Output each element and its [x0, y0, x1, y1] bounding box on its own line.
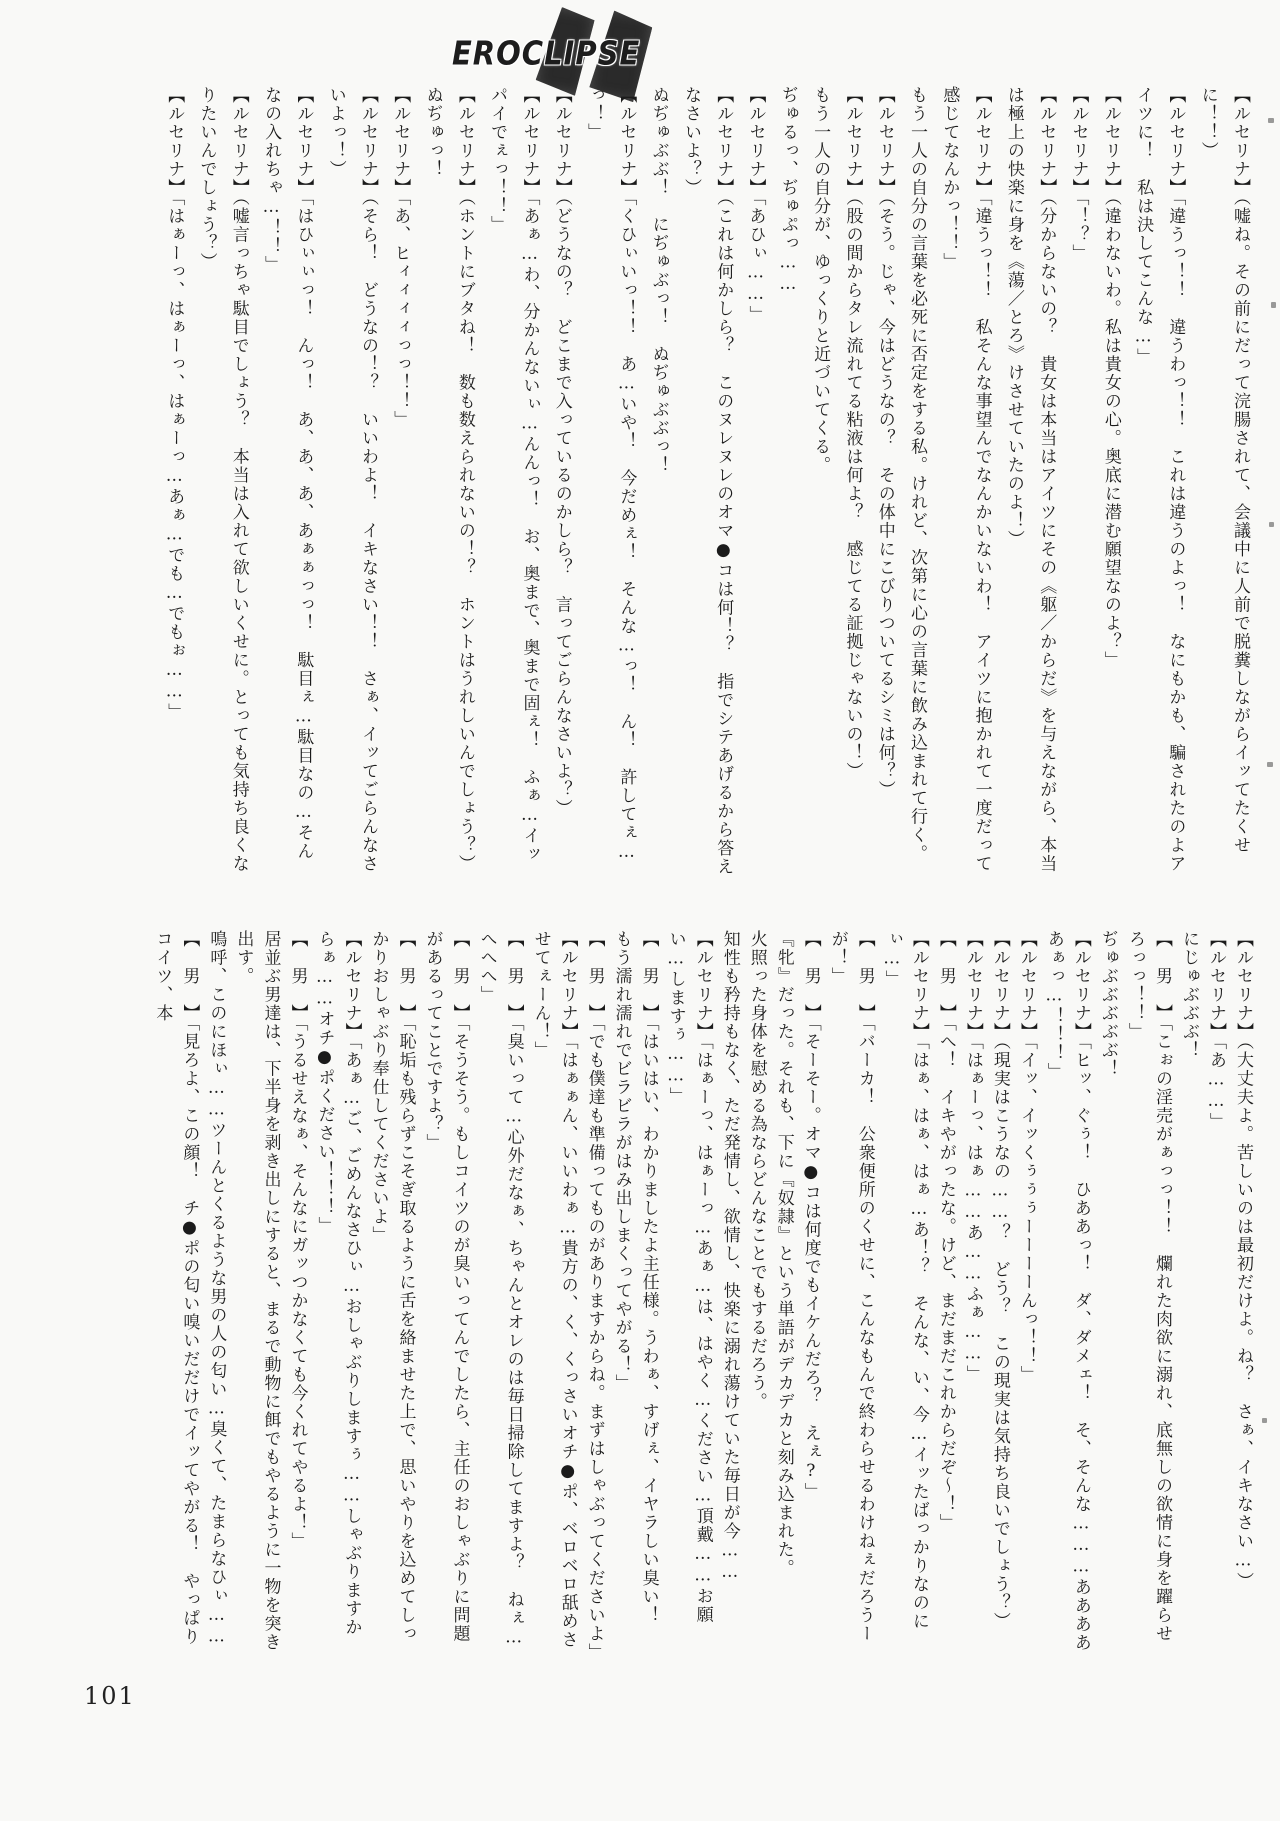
- text-line: 【ルセリナ】「あぁ…ご、ごめんなさひぃ…おしゃぶりしますぅ……しゃぶりますからぁ……オチ●ポください！！！」: [314, 930, 362, 1637]
- text-line: 【ルセリナ】「違うっ！！ 私そんな事望んでなんかいないわ！ アイツに抱かれて一度だって感じてなんかっ！！」: [939, 86, 992, 873]
- text-line: もう一人の自分が、ゆっくりと近づいてくる。: [810, 86, 831, 475]
- text-line: 【 男 】「臭いって…心外だなぁ、ちゃんとオレのは毎日掃除してますよ？ ねぇ…へへへ」: [476, 930, 524, 1649]
- scan-speck: [1268, 118, 1274, 123]
- text-line: 【 男 】「そーそー。オマ●コは何度でもイケんだろ？ えぇ?」: [800, 930, 821, 1501]
- text-line: 【ルセリナ】「！？」: [1068, 86, 1089, 263]
- text-line: 【 男 】「恥垢も残らずこそぎ取るように舌を絡ませた上で、思いやりを込めてしっかりおしゃぶり奉仕してくださいよ」: [368, 930, 416, 1643]
- text-block-bottom: [148, 930, 1256, 1662]
- text-line: 知性も矜持もなく、ただ発情し、欲情し、快楽に溺れ蕩けていた毎日が今……: [719, 930, 740, 1584]
- page-number: 101: [84, 1682, 136, 1710]
- text-line: 【ルセリナ】（現実はこうなの……？ どう？ この現実は気持ち良いでしょう？）: [989, 930, 1010, 1631]
- text-line: 【ルセリナ】（嘘ね。その前にだって浣腸されて、会議中に人前で脱糞しながらイッてたくせに！！）: [1197, 86, 1250, 855]
- text-line: 【ルセリナ】「あぁ…わ、分かんないぃ…んんっ！ お、奥まで、奥まで固ぇ！ ふぁ…イッパイでぇっ！！」: [487, 86, 540, 864]
- text-line: にじゅぶぶぶ！: [1178, 930, 1199, 1060]
- text-line: 【 男 】「はいはい、わかりましたよ主任様。うわぁ、すげぇ、イヤラしい臭い！ もう濡れ濡れでビラビラがはみ出しまくってやがる！」: [611, 930, 659, 1643]
- text-line: 【ルセリナ】（そら！ どうなの！？ いいわよ！ イキなさい！！ さぁ、イッてごらんなさいよっ！）: [325, 86, 378, 873]
- text-line: 【 男 】「見ろよ、この顔！ チ●ポの匂い嗅いだだけでイッてやがる！ やっぱりコイツ、本: [152, 930, 200, 1646]
- text-line: 【ルセリナ】（そう。じゃ、今はどうなの？ その体中にこびりついてるシミは何？）: [874, 86, 895, 799]
- text-line: 【 男 】「うるせえなぁ、そんなにガッつかなくても今くれてやるよ！」: [287, 930, 308, 1551]
- text-line: 【ルセリナ】「はぁ、はぁ、はぁ…あ！？ そんな、い、今…イッたばっかりなのにぃ…」: [881, 930, 929, 1631]
- text-line: 【ルセリナ】（ホントにブタね！ 数も数えられないの！？ ホントはうれしいんでしょう？）: [454, 86, 475, 873]
- text-line: 【ルセリナ】（嘘言っちゃ駄目でしょう？ 本当は入れて欲しいくせに。とっても気持ち良くなりたいんでしょう？）: [196, 86, 249, 873]
- text-line: 【ルセリナ】「違うっ！！ 違うわっ！！ これは違うのよっ！ なにもかも、騙されたのよアイツに！ 私は決してこんな…」: [1133, 86, 1186, 873]
- text-line: 【ルセリナ】「はぁぁん、いいわぁ…貴方の、く、くっさいオチ●ポ、ベロベロ舐めさせてぇーん！」: [530, 930, 578, 1649]
- text-line: 【ルセリナ】「ヒッ、ぐぅ！ ひああっ！ ダ、ダメェ！ そ、そんな………あああああぁっ…！！！」: [1043, 930, 1091, 1652]
- text-line: 【ルセリナ】「イッ、イッくぅぅぅーーーーんっ！！」: [1016, 930, 1037, 1384]
- logo-text: EROCLIPSE: [452, 33, 641, 73]
- text-line: 【ルセリナ】「はぁーっ、はぁーっ…あぁ…は、はやく…ください…頂戴……お願い…しますぅ……」: [665, 930, 713, 1624]
- scan-speck: [1262, 1418, 1267, 1423]
- text-line: ぢゅるっ、ぢゅぷっ……: [777, 86, 798, 296]
- text-line: 【ルセリナ】（大丈夫よ。苦しいのは最初だけよ。ね？ さぁ、イキなさい…）: [1233, 930, 1253, 1591]
- text-line: 火照った身体を慰める為ならどんなことでもするだろう。: [746, 930, 767, 1411]
- text-line: 【ルセリナ】「はぁーっ、はぁ……あ……ふぁ……」: [962, 930, 983, 1384]
- text-block-top: [158, 86, 1256, 878]
- text-line: 『牝』だった。それも、下に『奴隷』という単語がデカデカと刻み込まれた。: [773, 930, 794, 1578]
- text-line: 【 男 】「へ！ イキやがったな。けど、まだまだこれからだぞ～！」: [935, 930, 956, 1532]
- text-line: 居並ぶ男達は、下半身を剥き出しにすると、まるで動物に餌でもやるように一物を突き出す。: [233, 930, 281, 1652]
- text-line: 【ルセリナ】「あ、ヒィィィィっっ！！」: [390, 86, 411, 429]
- text-line: 鳴呼、このにほぃ……ツーんとくるような男の人の匂い…臭くて、たまらなひぃ……: [206, 930, 227, 1648]
- eroclipse-logo: [452, 8, 677, 98]
- text-line: 【ルセリナ】（どうなの？ どこまで入っているのかしら？ 言ってごらんなさいよ？）: [551, 86, 572, 818]
- text-line: 【ルセリナ】「あひぃ……」: [745, 86, 766, 324]
- text-line: ぢゅぶぶぶぶぶ！: [1097, 930, 1118, 1078]
- scan-speck: [1271, 302, 1276, 308]
- text-line: 【ルセリナ】（違わないわ。私は貴女の心。奥底に潜む願望なのよ？」: [1100, 86, 1121, 670]
- text-line: 【ルセリナ】（分からないの？ 貴女は本当はアイツにその《躯／からだ》を与えながら、本当は極上の快楽に身を《蕩／とろ》けさせていたのよ！）: [1003, 86, 1057, 873]
- text-line: 【ルセリナ】「はひぃぃっ！ んっ！ あ、あ、あ、あぁぁっっ！ 駄目ぇ…駄目なの…そんなの入れちゃ…！！」: [261, 86, 314, 861]
- text-line: 【 男 】「でも僕達も準備ってものがありますからね。まずはしゃぶってくださいよ」: [584, 930, 605, 1662]
- text-line: 【ルセリナ】（これは何かしら？ このヌレヌレのオマ●コは何！？ 指でシテあげるから答えなさいよ？）: [680, 86, 734, 876]
- scan-speck: [1269, 522, 1274, 527]
- text-line: 【ルセリナ】「あ……」: [1205, 930, 1226, 1131]
- text-line: 【 男 】「バーカ！ 公衆便所のくせに、こんなもんで終わらせるわけねぇだろうーが！」: [827, 930, 875, 1643]
- text-line: 【ルセリナ】（股の間からタレ流れてる粘液は何よ？ 感じてる証拠じゃないの！）: [842, 86, 863, 781]
- text-line: もう一人の自分の言葉を必死に否定をする私。けれど、次第に心の言葉に飲み込まれて行く。: [907, 86, 928, 863]
- text-line: 【ルセリナ】「くひぃいっ！！ あ…いや！ 今だめぇ！ そんな…っ！ ん！ 許してぇ…っ！」: [584, 86, 637, 864]
- text-line: 【 男 】「こぉの淫売がぁっっ！！ 爛れた肉欲に溺れ、底無しの欲情に身を躍らせろっっ！！」: [1124, 930, 1172, 1643]
- scan-speck: [1267, 762, 1273, 767]
- text-line: ぬぢゅっ！: [422, 86, 443, 179]
- text-line: 【ルセリナ】「はぁーっ、はぁーっ、はぁーっ…あぁ…でも…でもぉ……」: [164, 86, 185, 722]
- text-line: ぬぢゅぶぶ！ にぢゅぶっ！ ぬぢゅぶぶっ！: [648, 86, 669, 475]
- text-line: 【 男 】「そうそう。もしコイツのが臭いってんでしたら、主任のおしゃぶりに問題があるってことですよ？」: [422, 930, 470, 1643]
